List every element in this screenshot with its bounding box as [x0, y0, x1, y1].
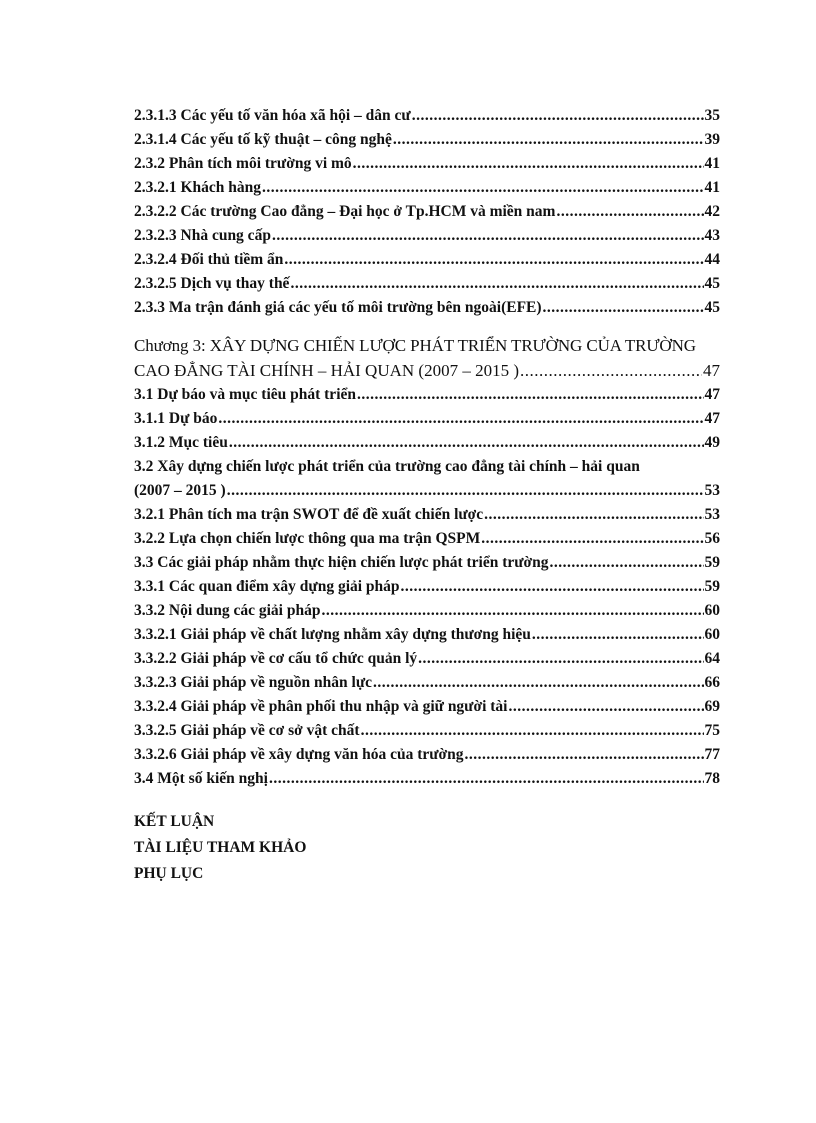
chapter-3-heading [134, 333, 720, 383]
table-of-contents [134, 104, 720, 887]
toc-entry: 3.3.2 Nội dung các giải pháp ..... 60 [134, 599, 720, 623]
toc-entry: 3.2.2 Lựa chọn chiến lược thông qua ma trận QSPM ..... 56 [134, 527, 720, 551]
toc-entry: (2007 – 2015 ) ..... 53 [134, 479, 720, 503]
toc-entry: 2.3.2.5 Dịch vụ thay thế ..... 45 [134, 272, 720, 296]
toc-entry: 3.1.2 Mục tiêu ..... 49 [134, 431, 720, 455]
toc-entry: 3.3.2.4 Giải pháp về phân phối thu nhập và giữ người tài ..... 69 [134, 695, 720, 719]
toc-entry: 3.3 Các giải pháp nhằm thực hiện chiến lược phát triển trường ..... 59 [134, 551, 720, 575]
toc-entry: 3.3.2.5 Giải pháp về cơ sở vật chất ..... 75 [134, 719, 720, 743]
toc-entry: 2.3.2.4 Đối thủ tiềm ẩn ..... 44 [134, 248, 720, 272]
chapter-3-title-line1: Chương 3: XÂY DỰNG CHIẾN LƯỢC PHÁT TRIỂN TRƯỜNG CỦA TRƯỜNG [134, 336, 696, 355]
toc-entry: 3.4 Một số kiến nghị ..... 78 [134, 767, 720, 791]
toc-entry: CAO ĐẲNG TÀI CHÍNH – HẢI QUAN (2007 – 2015 ) ..... 47 [134, 358, 720, 383]
toc-entry: 2.3.2.3 Nhà cung cấp ..... 43 [134, 224, 720, 248]
toc-entry: 3.3.2.2 Giải pháp về cơ cấu tổ chức quản lý ..... 64 [134, 647, 720, 671]
toc-entry: 2.3.2.2 Các trường Cao đẳng – Đại học ở Tp.HCM và miền nam ..... 42 [134, 200, 720, 224]
toc-final-sections [134, 809, 720, 887]
toc-entry: 3.3.2.1 Giải pháp về chất lượng nhằm xây dựng thương hiệu ..... 60 [134, 623, 720, 647]
toc-entry: 3.2.1 Phân tích ma trận SWOT để đề xuất chiến lược ..... 53 [134, 503, 720, 527]
toc-group-section-3 [134, 383, 720, 791]
toc-entry: 3.3.1 Các quan điểm xây dựng giải pháp ..... 59 [134, 575, 720, 599]
toc-entry: 3.3.2.3 Giải pháp về nguồn nhân lực ..... 66 [134, 671, 720, 695]
toc-entry-wrapped-line1: 3.2 Xây dựng chiến lược phát triển của trường cao đẳng tài chính – hải quan [134, 458, 640, 475]
references-heading: TÀI LIỆU THAM KHẢO [134, 839, 307, 856]
toc-entry: 3.1.1 Dự báo ..... 47 [134, 407, 720, 431]
conclusion-heading: KẾT LUẬN [134, 813, 215, 830]
toc-entry: 3.1 Dự báo và mục tiêu phát triển ..... 47 [134, 383, 720, 407]
toc-entry: 2.3.1.3 Các yếu tố văn hóa xã hội – dân cư ..... 35 [134, 104, 720, 128]
toc-entry: 2.3.2.1 Khách hàng ..... 41 [134, 176, 720, 200]
appendix-heading: PHỤ LỤC [134, 865, 204, 882]
toc-entry: 2.3.1.4 Các yếu tố kỹ thuật – công nghệ ..... 39 [134, 128, 720, 152]
toc-entry: 2.3.2 Phân tích môi trường vi mô ..... 41 [134, 152, 720, 176]
toc-entry: 3.3.2.6 Giải pháp về xây dựng văn hóa của trường ..... 77 [134, 743, 720, 767]
toc-group-section-2 [134, 104, 720, 320]
toc-entry: 2.3.3 Ma trận đánh giá các yếu tố môi trường bên ngoài(EFE) ..... 45 [134, 296, 720, 320]
